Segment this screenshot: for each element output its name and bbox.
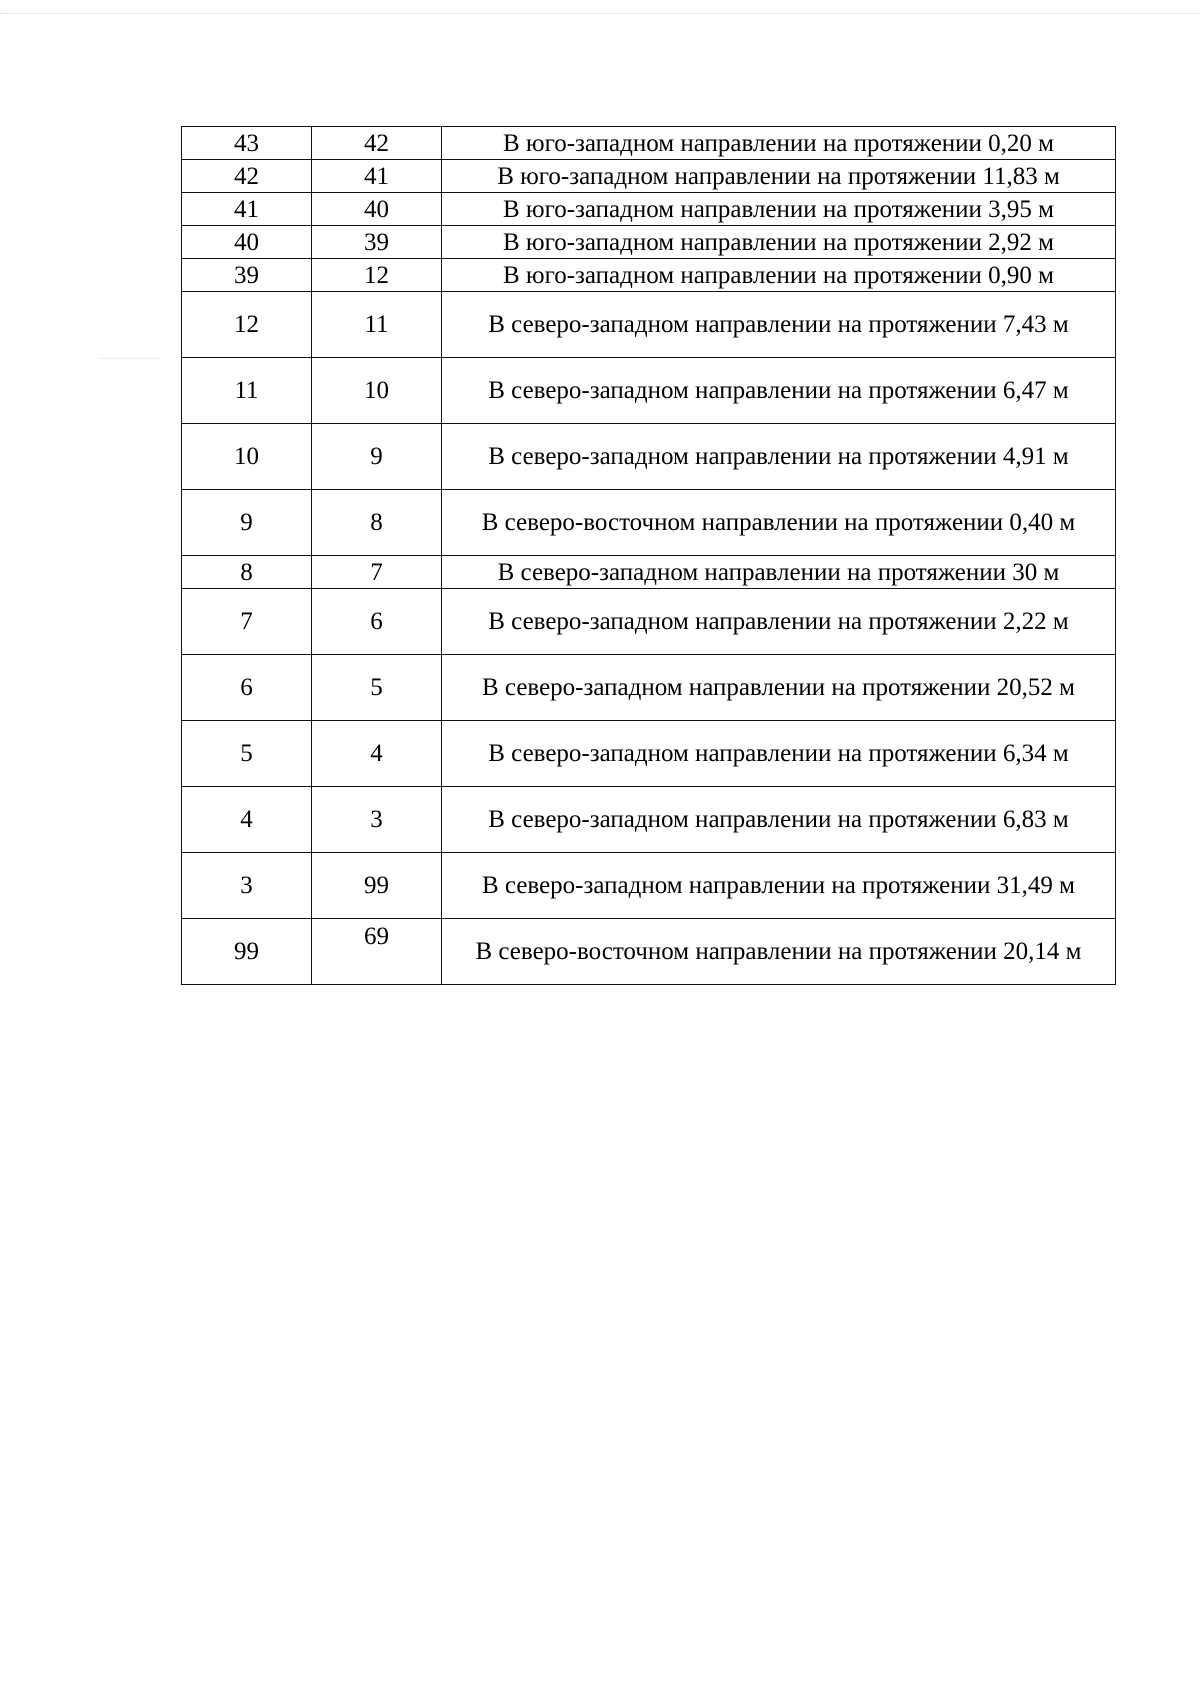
from-point-cell: 10 [182, 424, 312, 490]
table-row [182, 259, 1116, 292]
direction-description-cell: В юго-западном направлении на протяжении 3,95 м [442, 193, 1116, 226]
table-row [182, 490, 1116, 556]
direction-description-cell: В северо-западном направлении на протяжении 7,43 м [442, 292, 1116, 358]
table-row [182, 226, 1116, 259]
to-point-cell: 7 [312, 556, 442, 589]
from-point-cell: 4 [182, 787, 312, 853]
table-row [182, 424, 1116, 490]
table-row [182, 655, 1116, 721]
direction-description-cell: В северо-западном направлении на протяжении 20,52 м [442, 655, 1116, 721]
direction-description-cell: В юго-западном направлении на протяжении 11,83 м [442, 160, 1116, 193]
table-row [182, 589, 1116, 655]
to-point-cell: 9 [312, 424, 442, 490]
table-row [182, 193, 1116, 226]
from-point-cell: 42 [182, 160, 312, 193]
direction-description-cell: В северо-восточном направлении на протяжении 0,40 м [442, 490, 1116, 556]
to-point-cell: 41 [312, 160, 442, 193]
to-point-cell: 39 [312, 226, 442, 259]
from-point-cell: 7 [182, 589, 312, 655]
table-row [182, 919, 1116, 985]
direction-description-cell: В северо-западном направлении на протяжении 2,22 м [442, 589, 1116, 655]
table-body [182, 127, 1116, 985]
direction-description-cell: В северо-западном направлении на протяжении 31,49 м [442, 853, 1116, 919]
from-point-cell: 43 [182, 127, 312, 160]
to-point-cell: 10 [312, 358, 442, 424]
direction-description-cell: В северо-западном направлении на протяжении 6,83 м [442, 787, 1116, 853]
to-point-cell: 11 [312, 292, 442, 358]
to-point-cell: 3 [312, 787, 442, 853]
direction-description-cell: В северо-западном направлении на протяжении 30 м [442, 556, 1116, 589]
to-point-cell: 99 [312, 853, 442, 919]
from-point-cell: 39 [182, 259, 312, 292]
boundary-description-table [181, 126, 1116, 985]
table-row [182, 721, 1116, 787]
from-point-cell: 41 [182, 193, 312, 226]
from-point-cell: 8 [182, 556, 312, 589]
from-point-cell: 12 [182, 292, 312, 358]
table-row [182, 556, 1116, 589]
to-point-cell: 5 [312, 655, 442, 721]
to-point-cell: 6 [312, 589, 442, 655]
direction-description-cell: В северо-западном направлении на протяжении 4,91 м [442, 424, 1116, 490]
to-point-cell: 4 [312, 721, 442, 787]
table-row [182, 853, 1116, 919]
table-row [182, 358, 1116, 424]
scan-margin-mark [100, 358, 160, 359]
to-point-cell: 69 [312, 919, 442, 985]
table-row [182, 292, 1116, 358]
from-point-cell: 9 [182, 490, 312, 556]
table-row [182, 127, 1116, 160]
direction-description-cell: В юго-западном направлении на протяжении 0,90 м [442, 259, 1116, 292]
direction-description-cell: В северо-западном направлении на протяжении 6,47 м [442, 358, 1116, 424]
to-point-cell: 40 [312, 193, 442, 226]
from-point-cell: 6 [182, 655, 312, 721]
table-row [182, 160, 1116, 193]
direction-description-cell: В северо-западном направлении на протяжении 6,34 м [442, 721, 1116, 787]
from-point-cell: 3 [182, 853, 312, 919]
to-point-cell: 12 [312, 259, 442, 292]
to-point-cell: 42 [312, 127, 442, 160]
from-point-cell: 11 [182, 358, 312, 424]
from-point-cell: 5 [182, 721, 312, 787]
to-point-cell: 8 [312, 490, 442, 556]
from-point-cell: 40 [182, 226, 312, 259]
table-row [182, 787, 1116, 853]
direction-description-cell: В юго-западном направлении на протяжении 0,20 м [442, 127, 1116, 160]
direction-description-cell: В северо-восточном направлении на протяжении 20,14 м [442, 919, 1116, 985]
direction-description-cell: В юго-западном направлении на протяжении 2,92 м [442, 226, 1116, 259]
from-point-cell: 99 [182, 919, 312, 985]
page-top-edge [0, 0, 1200, 14]
